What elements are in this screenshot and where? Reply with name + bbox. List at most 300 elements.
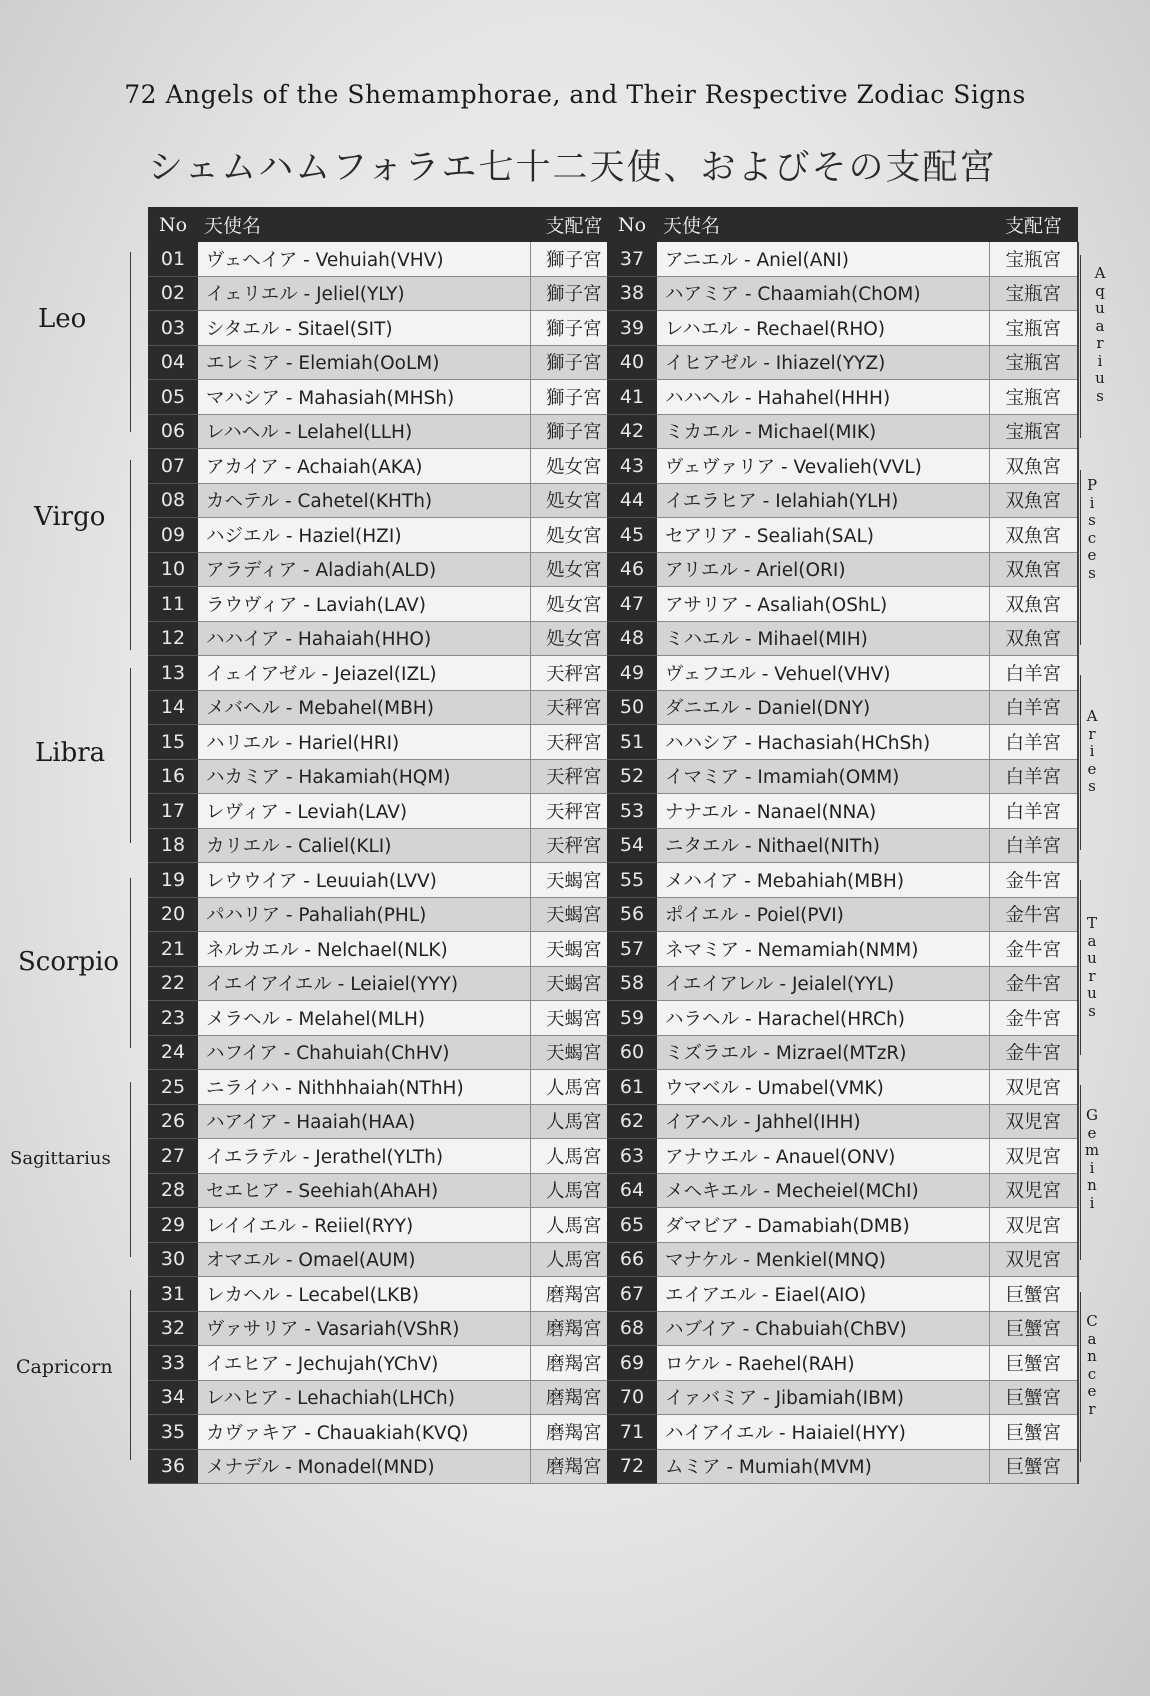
table-row [148,621,618,656]
angel-number: 65 [607,1208,657,1243]
table-row [607,966,1078,1001]
angel-name: アカイア - Achaiah(AKA) [198,449,530,484]
angel-name: メハイア - Mebahiah(MBH) [657,863,989,898]
ruling-sign: 双魚宮 [989,449,1078,484]
angel-number: 40 [607,345,657,380]
angel-number: 64 [607,1173,657,1208]
table-row [148,1242,618,1277]
table-row [607,1173,1078,1208]
angel-name: パハリア - Pahaliah(PHL) [198,897,530,932]
angel-name: ハアイア - Haaiah(HAA) [198,1104,530,1139]
ruling-sign: 天秤宮 [530,828,618,863]
ruling-sign: 天蝎宮 [530,932,618,967]
angel-number: 33 [148,1346,198,1381]
ruling-sign: 人馬宮 [530,1242,618,1277]
ruling-sign: 巨蟹宮 [989,1449,1078,1484]
table-row [607,1449,1078,1484]
sign-label-virgo: Virgo [34,502,106,532]
angel-number: 27 [148,1139,198,1174]
table-row [148,587,618,622]
ruling-sign: 人馬宮 [530,1173,618,1208]
table-row [607,1104,1078,1139]
header-name: 天使名 [198,207,530,242]
angel-number: 07 [148,449,198,484]
table-row [148,759,618,794]
ruling-sign: 宝瓶宮 [989,345,1078,380]
angel-number: 21 [148,932,198,967]
angel-number: 51 [607,725,657,760]
angel-number: 10 [148,552,198,587]
angel-name: メラヘル - Melahel(MLH) [198,1001,530,1036]
angel-number: 61 [607,1070,657,1105]
angel-name: セエヒア - Seehiah(AhAH) [198,1173,530,1208]
angel-number: 24 [148,1035,198,1070]
ruling-sign: 獅子宮 [530,311,618,346]
bracket-aquarius [1080,255,1081,438]
angel-number: 55 [607,863,657,898]
angel-name: レハヒア - Lehachiah(LHCh) [198,1380,530,1415]
table-row [148,1311,618,1346]
table-row [607,1001,1078,1036]
angel-name: ハラヘル - Harachel(HRCh) [657,1001,989,1036]
bracket-taurus [1080,880,1081,1055]
angel-name: イエヒア - Jechujah(YChV) [198,1346,530,1381]
angel-name: ナナエル - Nanael(NNA) [657,794,989,829]
table-row [607,1277,1078,1312]
ruling-sign: 天秤宮 [530,690,618,725]
angel-name: イァバミア - Jibamiah(IBM) [657,1380,989,1415]
angel-number: 01 [148,242,198,276]
sign-label-sagittarius: Sagittarius [10,1148,111,1169]
angel-name: ムミア - Mumiah(MVM) [657,1449,989,1484]
angel-number: 32 [148,1311,198,1346]
angel-name: ミハエル - Mihael(MIH) [657,621,989,656]
ruling-sign: 磨羯宮 [530,1415,618,1450]
table-row [148,656,618,691]
table-row [607,863,1078,898]
angel-name: メバヘル - Mebahel(MBH) [198,690,530,725]
ruling-sign: 天蝎宮 [530,1001,618,1036]
sign-label-gemini: G e m i n i [1084,1106,1100,1212]
angel-number: 54 [607,828,657,863]
ruling-sign: 処女宮 [530,552,618,587]
sign-label-aries: A r i e s [1086,707,1098,795]
ruling-sign: 処女宮 [530,518,618,553]
ruling-sign: 獅子宮 [530,380,618,415]
angel-name: ハブイア - Chabuiah(ChBV) [657,1311,989,1346]
ruling-sign: 双児宮 [989,1208,1078,1243]
table-row [607,1415,1078,1450]
angel-name: カヴァキア - Chauakiah(KVQ) [198,1415,530,1450]
table-row [148,518,618,553]
table-row [148,1415,618,1450]
table-row [148,1380,618,1415]
angel-number: 46 [607,552,657,587]
ruling-sign: 獅子宮 [530,242,618,276]
bracket-cancer [1080,1292,1081,1462]
table-row [607,690,1078,725]
angel-number: 57 [607,932,657,967]
angel-number: 36 [148,1449,198,1484]
angel-name: マハシア - Mahasiah(MHSh) [198,380,530,415]
table-row [148,897,618,932]
angel-number: 67 [607,1277,657,1312]
header-no: No [148,207,198,242]
angel-number: 52 [607,759,657,794]
table-row [607,621,1078,656]
table-row [607,759,1078,794]
bracket-gemini [1080,1085,1081,1260]
header-sign: 支配宮 [989,207,1078,242]
angel-name: アラディア - Aladiah(ALD) [198,552,530,587]
angel-number: 04 [148,345,198,380]
angel-number: 42 [607,414,657,449]
table-row [607,656,1078,691]
ruling-sign: 磨羯宮 [530,1346,618,1381]
angel-number: 44 [607,483,657,518]
ruling-sign: 白羊宮 [989,725,1078,760]
angel-name: アサリア - Asaliah(OShL) [657,587,989,622]
ruling-sign: 天蝎宮 [530,897,618,932]
angel-name: ミカエル - Michael(MIK) [657,414,989,449]
table-row [607,932,1078,967]
angel-name: カヘテル - Cahetel(KHTh) [198,483,530,518]
ruling-sign: 金牛宮 [989,897,1078,932]
table-row [148,1104,618,1139]
angel-number: 63 [607,1139,657,1174]
sign-label-cancer: C a n c e r [1086,1312,1098,1418]
ruling-sign: 天秤宮 [530,656,618,691]
table-row [148,1277,618,1312]
sign-label-pisces: P i s c e s [1086,476,1098,582]
angel-name: ネルカエル - Nelchael(NLK) [198,932,530,967]
table-body-right [607,242,1078,1484]
ruling-sign: 宝瓶宮 [989,380,1078,415]
ruling-sign: 天蝎宮 [530,1035,618,1070]
angel-number: 69 [607,1346,657,1381]
table-row [607,828,1078,863]
table-row [607,587,1078,622]
ruling-sign: 宝瓶宮 [989,276,1078,311]
sign-label-aquarius: A q u a r i u s [1094,264,1106,405]
angel-number: 70 [607,1380,657,1415]
angel-number: 29 [148,1208,198,1243]
angel-name: ネマミア - Nemamiah(NMM) [657,932,989,967]
page-title-english: 72 Angels of the Shemamphorae, and Their Respective Zodiac Signs [124,80,1026,109]
angel-number: 30 [148,1242,198,1277]
table-row [607,1035,1078,1070]
sign-label-leo: Leo [38,304,87,334]
ruling-sign: 磨羯宮 [530,1277,618,1312]
angel-name: カリエル - Caliel(KLI) [198,828,530,863]
table-row [607,311,1078,346]
ruling-sign: 天秤宮 [530,794,618,829]
angel-number: 20 [148,897,198,932]
bracket-scorpio [130,878,131,1048]
angel-name: イエラヒア - Ielahiah(YLH) [657,483,989,518]
angel-number: 58 [607,966,657,1001]
bracket-sagittarius [130,1082,131,1257]
ruling-sign: 双魚宮 [989,483,1078,518]
angel-name: セアリア - Sealiah(SAL) [657,518,989,553]
angel-name: ハイアイエル - Haiaiel(HYY) [657,1415,989,1450]
angel-name: イエラテル - Jerathel(YLTh) [198,1139,530,1174]
ruling-sign: 天蝎宮 [530,863,618,898]
angel-number: 12 [148,621,198,656]
angel-name: イェイアゼル - Jeiazel(IZL) [198,656,530,691]
angel-name: ニタエル - Nithael(NITh) [657,828,989,863]
angel-number: 11 [148,587,198,622]
ruling-sign: 宝瓶宮 [989,242,1078,276]
angel-number: 02 [148,276,198,311]
ruling-sign: 巨蟹宮 [989,1346,1078,1381]
table-row [607,518,1078,553]
ruling-sign: 金牛宮 [989,966,1078,1001]
angel-name: ハカミア - Hakamiah(HQM) [198,759,530,794]
ruling-sign: 人馬宮 [530,1208,618,1243]
angel-number: 26 [148,1104,198,1139]
table-row [148,242,618,276]
angel-number: 60 [607,1035,657,1070]
angel-number: 59 [607,1001,657,1036]
table-header-row [607,207,1078,242]
angel-name: ロケル - Raehel(RAH) [657,1346,989,1381]
angels-table-right [607,207,1079,1484]
angel-name: メナデル - Monadel(MND) [198,1449,530,1484]
bracket-aries [1080,675,1081,850]
table-row [148,414,618,449]
angel-name: アナウエル - Anauel(ONV) [657,1139,989,1174]
sign-label-capricorn: Capricorn [16,1356,113,1378]
table-row [607,1208,1078,1243]
angel-number: 13 [148,656,198,691]
angel-name: ミズラエル - Mizrael(MTzR) [657,1035,989,1070]
ruling-sign: 人馬宮 [530,1070,618,1105]
table-row [607,897,1078,932]
ruling-sign: 天秤宮 [530,759,618,794]
ruling-sign: 天蝎宮 [530,966,618,1001]
angel-number: 68 [607,1311,657,1346]
header-sign: 支配宮 [530,207,618,242]
ruling-sign: 巨蟹宮 [989,1311,1078,1346]
angel-number: 14 [148,690,198,725]
ruling-sign: 巨蟹宮 [989,1277,1078,1312]
table-row [148,1139,618,1174]
ruling-sign: 人馬宮 [530,1104,618,1139]
table-row [607,1070,1078,1105]
angel-number: 34 [148,1380,198,1415]
angel-name: ヴェフエル - Vehuel(VHV) [657,656,989,691]
angel-name: レカヘル - Lecabel(LKB) [198,1277,530,1312]
ruling-sign: 双魚宮 [989,621,1078,656]
ruling-sign: 金牛宮 [989,932,1078,967]
ruling-sign: 白羊宮 [989,794,1078,829]
angel-number: 50 [607,690,657,725]
angel-name: マナケル - Menkiel(MNQ) [657,1242,989,1277]
table-row [148,449,618,484]
table-row [148,725,618,760]
angel-name: アニエル - Aniel(ANI) [657,242,989,276]
table-row [607,1242,1078,1277]
table-row [607,483,1078,518]
ruling-sign: 金牛宮 [989,1035,1078,1070]
table-row [148,1208,618,1243]
angel-name: ハアミア - Chaamiah(ChOM) [657,276,989,311]
table-row [148,345,618,380]
angel-number: 18 [148,828,198,863]
angel-number: 45 [607,518,657,553]
angel-name: イエイアイエル - Leiaiel(YYY) [198,966,530,1001]
ruling-sign: 獅子宮 [530,276,618,311]
angel-number: 71 [607,1415,657,1450]
angel-number: 56 [607,897,657,932]
angel-name: ヴェヘイア - Vehuiah(VHV) [198,242,530,276]
table-row [607,449,1078,484]
table-row [607,414,1078,449]
angel-name: レヴィア - Leviah(LAV) [198,794,530,829]
angel-number: 16 [148,759,198,794]
table-row [607,1139,1078,1174]
table-row [148,1070,618,1105]
angel-number: 03 [148,311,198,346]
angel-name: レイイエル - Reiiel(RYY) [198,1208,530,1243]
angel-name: イエイアレル - Jeialel(YYL) [657,966,989,1001]
table-row [607,345,1078,380]
header-name: 天使名 [657,207,989,242]
ruling-sign: 巨蟹宮 [989,1380,1078,1415]
angel-number: 35 [148,1415,198,1450]
angel-number: 41 [607,380,657,415]
ruling-sign: 獅子宮 [530,345,618,380]
angel-name: ウマベル - Umabel(VMK) [657,1070,989,1105]
header-no: No [607,207,657,242]
angel-number: 23 [148,1001,198,1036]
table-row [148,311,618,346]
table-row [148,794,618,829]
angel-number: 05 [148,380,198,415]
ruling-sign: 磨羯宮 [530,1449,618,1484]
angel-number: 15 [148,725,198,760]
angel-name: ヴァサリア - Vasariah(VShR) [198,1311,530,1346]
angel-name: ハハイア - Hahaiah(HHO) [198,621,530,656]
table-row [148,966,618,1001]
angel-number: 09 [148,518,198,553]
ruling-sign: 人馬宮 [530,1139,618,1174]
angel-name: ダマビア - Damabiah(DMB) [657,1208,989,1243]
angel-number: 17 [148,794,198,829]
angel-number: 08 [148,483,198,518]
table-row [607,242,1078,276]
bracket-pisces [1080,470,1081,645]
angel-name: ハリエル - Hariel(HRI) [198,725,530,760]
table-row [148,1173,618,1208]
ruling-sign: 金牛宮 [989,863,1078,898]
sign-label-libra: Libra [35,738,106,768]
angel-number: 48 [607,621,657,656]
table-row [148,1035,618,1070]
angel-number: 43 [607,449,657,484]
angel-number: 38 [607,276,657,311]
ruling-sign: 処女宮 [530,449,618,484]
table-row [148,1001,618,1036]
table-row [607,380,1078,415]
ruling-sign: 磨羯宮 [530,1311,618,1346]
angel-name: エレミア - Elemiah(OoLM) [198,345,530,380]
table-row [148,483,618,518]
angel-number: 19 [148,863,198,898]
table-row [148,276,618,311]
table-row [607,1380,1078,1415]
ruling-sign: 天秤宮 [530,725,618,760]
ruling-sign: 双児宮 [989,1070,1078,1105]
ruling-sign: 宝瓶宮 [989,311,1078,346]
table-header-row [148,207,618,242]
ruling-sign: 処女宮 [530,483,618,518]
angel-number: 31 [148,1277,198,1312]
angel-name: メヘキエル - Mecheiel(MChI) [657,1173,989,1208]
table-body-left [148,242,618,1484]
ruling-sign: 双児宮 [989,1104,1078,1139]
angel-number: 28 [148,1173,198,1208]
angel-name: ニライハ - Nithhhaiah(NThH) [198,1070,530,1105]
ruling-sign: 白羊宮 [989,690,1078,725]
ruling-sign: 白羊宮 [989,828,1078,863]
ruling-sign: 双魚宮 [989,518,1078,553]
table-row [148,380,618,415]
ruling-sign: 双児宮 [989,1242,1078,1277]
table-row [148,552,618,587]
angel-name: イェリエル - Jeliel(YLY) [198,276,530,311]
table-row [148,1449,618,1484]
angel-number: 47 [607,587,657,622]
ruling-sign: 白羊宮 [989,759,1078,794]
table-row [607,794,1078,829]
angel-name: イヒアゼル - Ihiazel(YYZ) [657,345,989,380]
table-row [607,1311,1078,1346]
ruling-sign: 磨羯宮 [530,1380,618,1415]
angel-name: オマエル - Omael(AUM) [198,1242,530,1277]
angel-name: ハハヘル - Hahahel(HHH) [657,380,989,415]
ruling-sign: 巨蟹宮 [989,1415,1078,1450]
table-row [148,863,618,898]
bracket-libra [130,668,131,843]
angel-number: 49 [607,656,657,691]
table-row [607,1346,1078,1381]
angel-name: イアヘル - Jahhel(IHH) [657,1104,989,1139]
angel-name: ヴェヴァリア - Vevalieh(VVL) [657,449,989,484]
angel-number: 06 [148,414,198,449]
ruling-sign: 処女宮 [530,621,618,656]
angel-name: ポイエル - Poiel(PVI) [657,897,989,932]
table-row [148,932,618,967]
bracket-virgo [130,460,131,650]
angel-number: 39 [607,311,657,346]
ruling-sign: 宝瓶宮 [989,414,1078,449]
table-row [148,828,618,863]
sign-label-scorpio: Scorpio [18,947,120,977]
table-row [148,1346,618,1381]
angel-name: アリエル - Ariel(ORI) [657,552,989,587]
ruling-sign: 処女宮 [530,587,618,622]
angel-name: ハジエル - Haziel(HZI) [198,518,530,553]
angel-name: シタエル - Sitael(SIT) [198,311,530,346]
angel-name: ラウヴィア - Laviah(LAV) [198,587,530,622]
angel-number: 25 [148,1070,198,1105]
sign-label-taurus: T a u r u s [1086,914,1097,1020]
table-row [607,725,1078,760]
angel-number: 62 [607,1104,657,1139]
bracket-capricorn [130,1290,131,1460]
